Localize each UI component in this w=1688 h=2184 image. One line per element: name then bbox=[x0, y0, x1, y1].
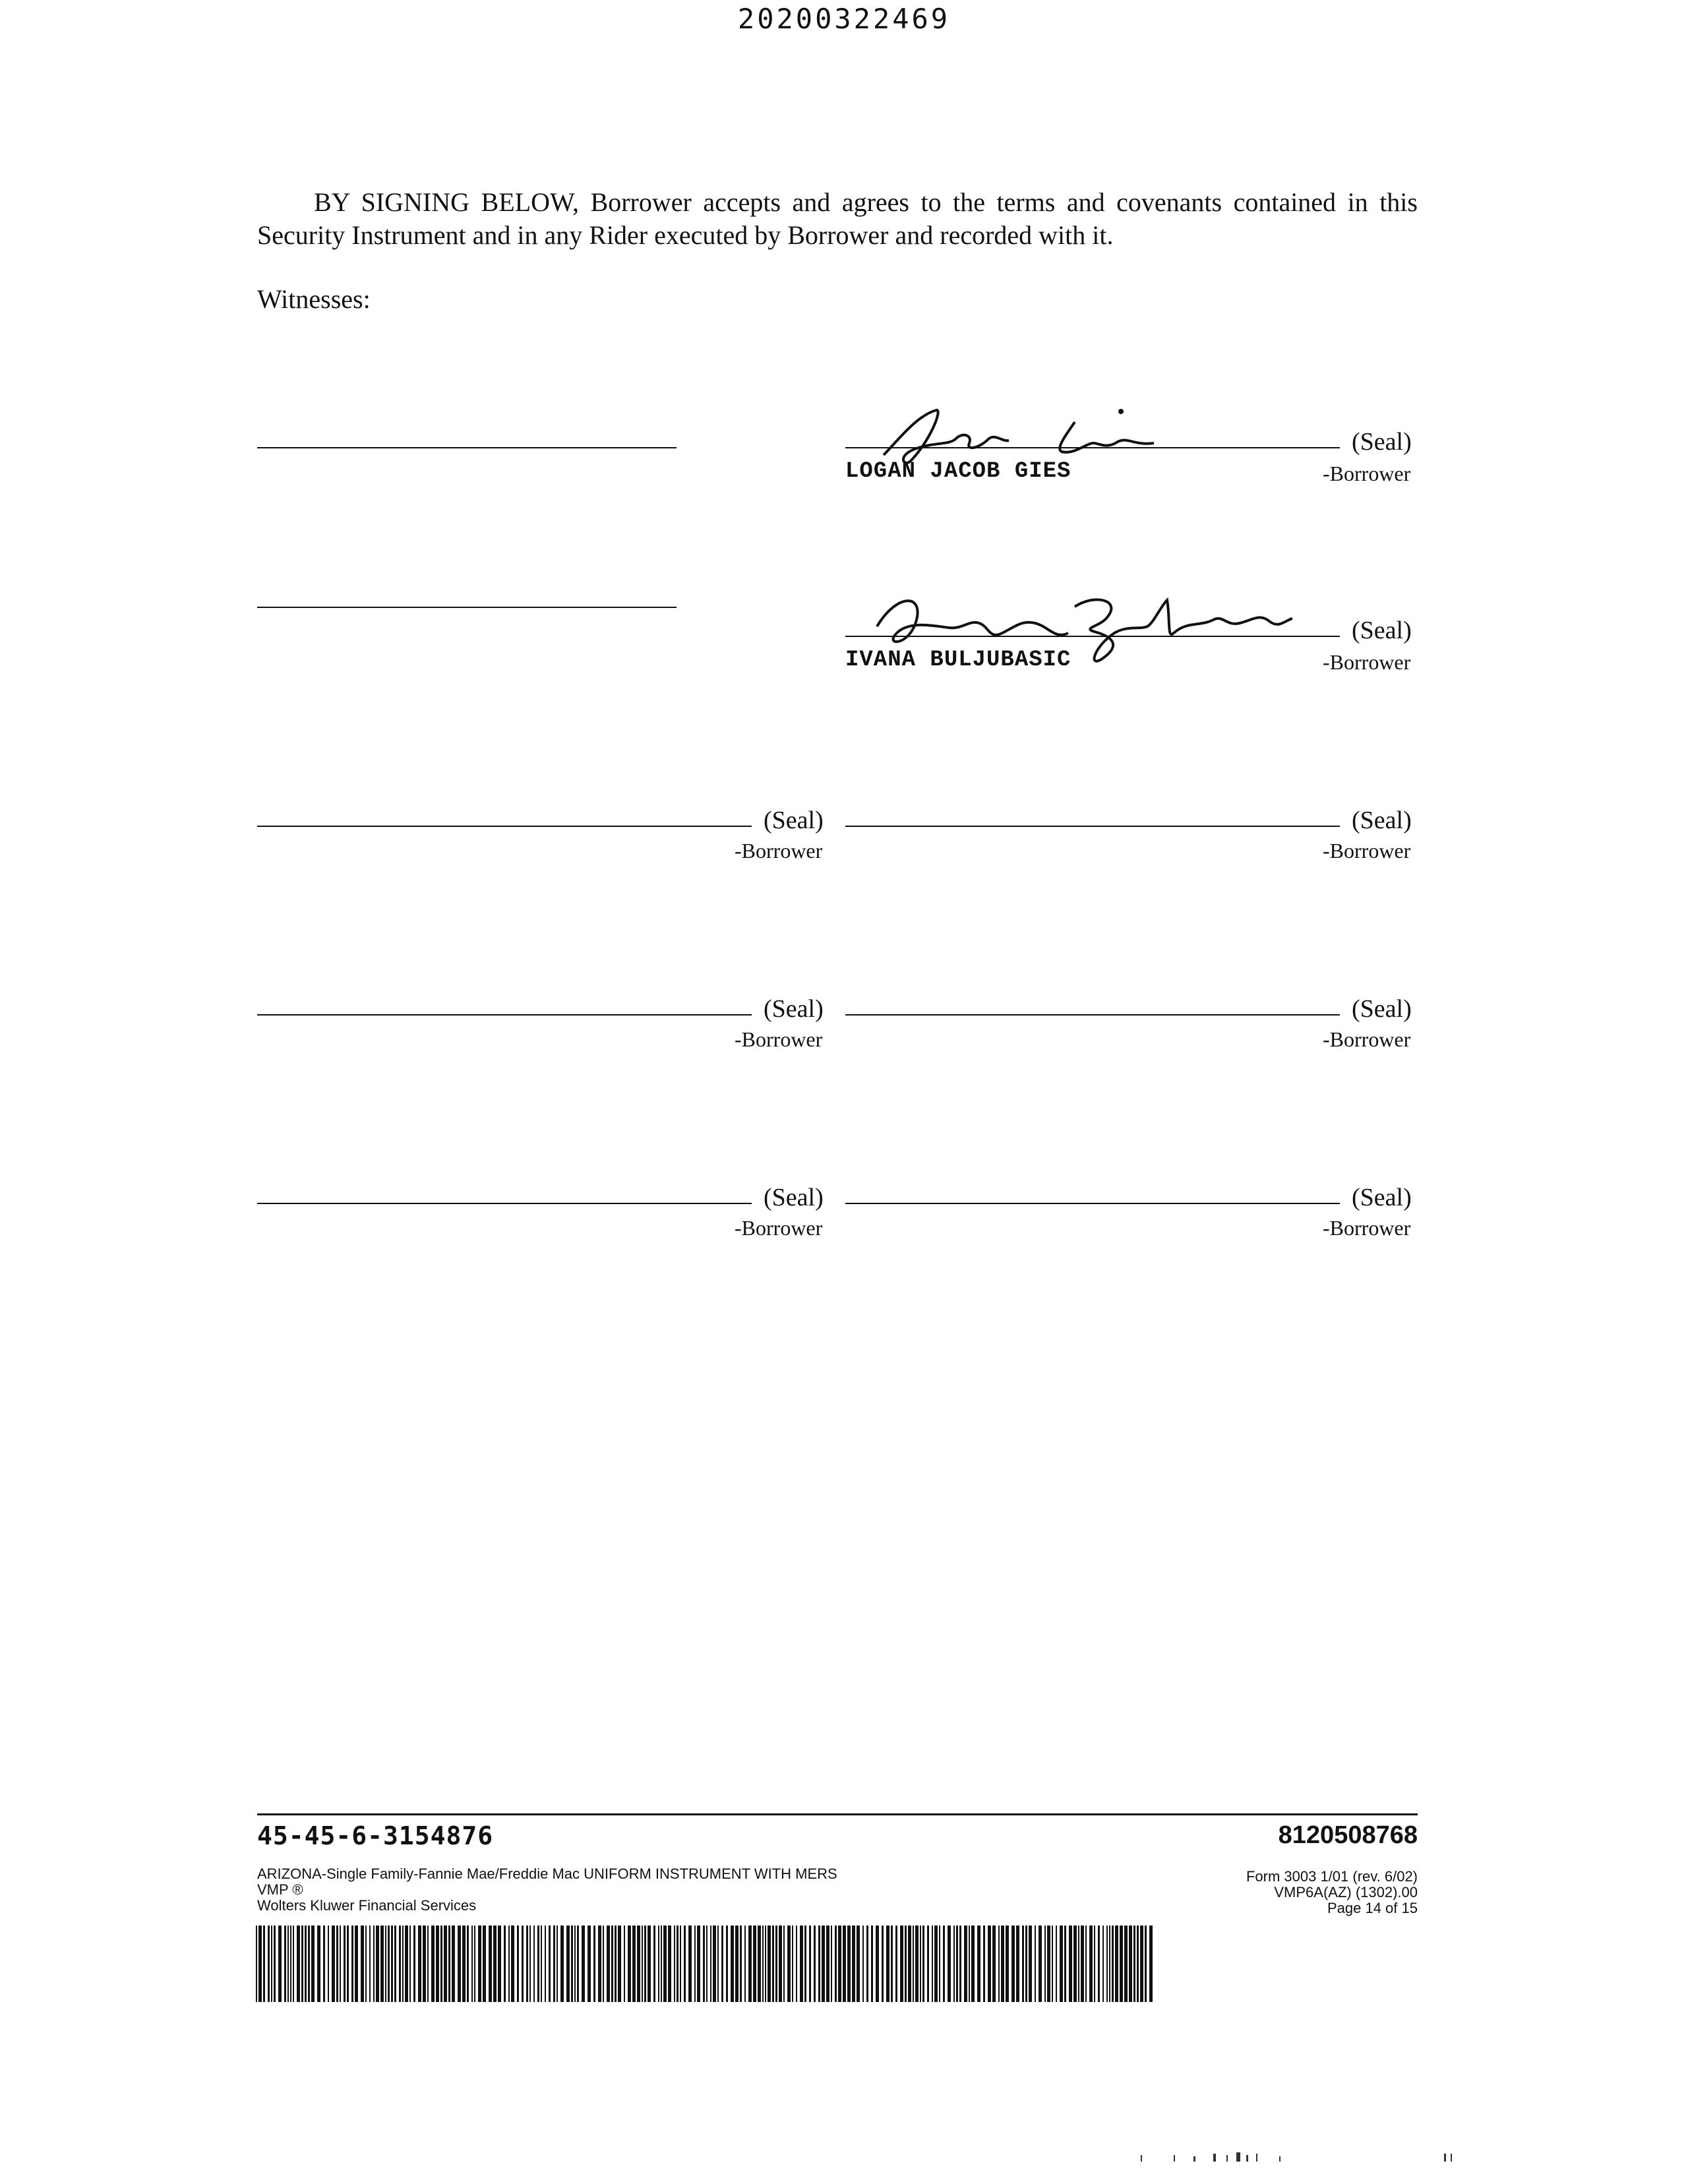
page-info: Page 14 of 15 bbox=[1327, 1900, 1418, 1916]
witnesses-label: Witnesses: bbox=[257, 284, 371, 314]
scan-artifact-marks bbox=[1121, 2143, 1490, 2169]
barcode-image bbox=[256, 1926, 1153, 2002]
seal-label: (Seal) bbox=[764, 1184, 824, 1211]
signature-logan-gies bbox=[857, 402, 1174, 468]
borrower-label: -Borrower bbox=[1323, 462, 1411, 485]
form-identifiers bbox=[1246, 1869, 1418, 1916]
borrower-label: -Borrower bbox=[1323, 839, 1411, 863]
form-description bbox=[257, 1866, 837, 1914]
seal-label: (Seal) bbox=[1352, 995, 1412, 1023]
seal-label: (Seal) bbox=[1352, 617, 1412, 644]
form-number: Form 3003 1/01 (rev. 6/02) bbox=[1246, 1868, 1418, 1885]
borrower-label: -Borrower bbox=[1323, 650, 1411, 674]
recording-number: 20200322469 bbox=[737, 3, 951, 35]
vmp-mark: VMP ® bbox=[257, 1881, 303, 1898]
seal-label: (Seal) bbox=[1352, 1184, 1412, 1211]
borrower-label: -Borrower bbox=[1323, 1216, 1411, 1240]
form-title: ARIZONA-Single Family-Fannie Mae/Freddie Mac UNIFORM INSTRUMENT WITH MERS bbox=[257, 1866, 837, 1882]
loan-id: 45-45-6-3154876 bbox=[257, 1821, 494, 1850]
borrower-signature-line-4 bbox=[845, 826, 1340, 827]
seal-label: (Seal) bbox=[1352, 428, 1412, 456]
form-code: VMP6A(AZ) (1302).00 bbox=[1274, 1884, 1418, 1900]
witness-signature-line-1 bbox=[257, 447, 677, 448]
borrower-signature-line-7 bbox=[257, 1203, 752, 1204]
borrower-signature-line-5 bbox=[257, 1014, 752, 1016]
loan-number: 8120508768 bbox=[1278, 1821, 1418, 1849]
signing-statement bbox=[257, 186, 1418, 252]
seal-label: (Seal) bbox=[764, 995, 824, 1023]
borrower-label: -Borrower bbox=[735, 1027, 823, 1051]
footer-divider bbox=[257, 1813, 1418, 1815]
borrower-label: -Borrower bbox=[735, 1216, 823, 1240]
borrower-label: -Borrower bbox=[1323, 1027, 1411, 1051]
signing-statement-line-1: BY SIGNING BELOW, Borrower accepts and agrees to the terms and covenants contained in this bbox=[314, 187, 1418, 217]
signer-name-2: IVANA BULJUBASIC bbox=[845, 648, 1071, 673]
seal-label: (Seal) bbox=[764, 806, 824, 834]
borrower-signature-line-1 bbox=[845, 447, 1340, 448]
borrower-signature-line-3 bbox=[257, 826, 752, 827]
publisher-name: Wolters Kluwer Financial Services bbox=[257, 1897, 477, 1914]
witness-signature-line-2 bbox=[257, 607, 677, 608]
borrower-signature-line-8 bbox=[845, 1203, 1340, 1204]
borrower-signature-line-6 bbox=[845, 1014, 1340, 1016]
borrower-signature-line-2 bbox=[845, 636, 1340, 637]
signer-name-1: LOGAN JACOB GIES bbox=[845, 459, 1071, 484]
borrower-label: -Borrower bbox=[735, 839, 823, 863]
seal-label: (Seal) bbox=[1352, 806, 1412, 834]
signing-statement-line-2: Security Instrument and in any Rider executed by Borrower and recorded with it. bbox=[257, 220, 1114, 250]
